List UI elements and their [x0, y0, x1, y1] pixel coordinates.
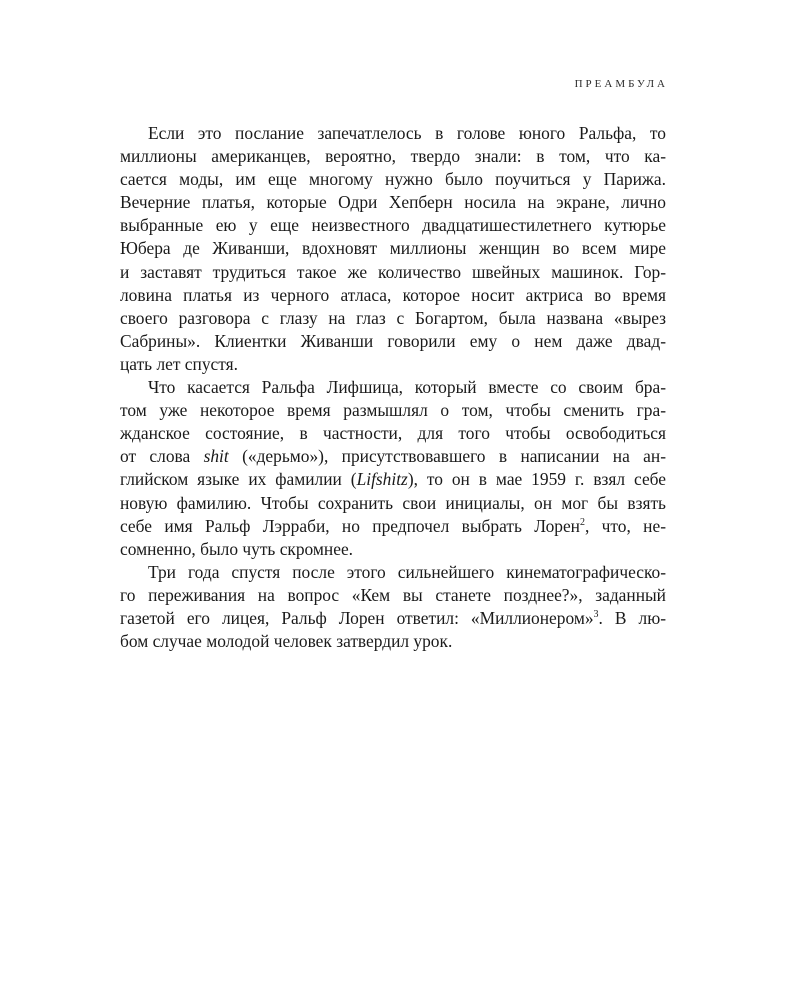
- footnote-ref[interactable]: 2: [580, 516, 585, 528]
- text-line: миллионы американцев, вероятно, твердо знали: в том, что ка-: [120, 146, 666, 167]
- text-segment: , что, не-: [585, 515, 666, 536]
- text-line: Три года спустя после этого сильнейшего кинематографическо-: [148, 561, 666, 582]
- text-line: [120, 468, 666, 491]
- text-line: новую фамилию. Чтобы сохранить свои инициалы, он мог бы взять: [120, 492, 666, 513]
- footnote-ref[interactable]: 3: [593, 609, 599, 621]
- text-line: том уже некоторое время размышлял о том, чтобы сменить гра-: [120, 400, 666, 421]
- text-line: своего разговора с глазу на глаз с Богартом, была названа «вырез: [120, 307, 666, 328]
- text-line: [120, 515, 666, 538]
- text-line: [120, 445, 666, 468]
- paragraph: [120, 561, 666, 653]
- text-line: го переживания на вопрос «Кем вы станете позднее?», заданный: [120, 584, 666, 605]
- text-line: Юбера де Живанши, вдохновят миллионы женщин во всем мире: [120, 238, 666, 259]
- text-segment: ), то он в мае 1959 г. взял себе: [407, 469, 666, 490]
- italic-word: shit: [203, 446, 229, 467]
- text-line: Вечерние платья, которые Одри Хепберн носила на экране, лично: [120, 192, 666, 213]
- text-segment: газетой его лицея, Ральф Лорен ответил: «Миллионером»: [120, 607, 594, 628]
- text-segment: от слова: [120, 446, 204, 467]
- text-line: сомненно, было чуть скромнее.: [120, 538, 354, 559]
- running-head: ПРЕАМБУЛА: [574, 78, 668, 90]
- text-line: ловина платья из черного атласа, которое носит актриса во время: [120, 284, 666, 305]
- text-line: Сабрины». Клиентки Живанши говорили ему о нем даже двад-: [120, 330, 666, 351]
- text-line: и заставят трудиться такое же количество швейных машинок. Гор-: [120, 261, 666, 282]
- text-segment: («дерьмо»), присутствовавшего в написании на ан-: [228, 446, 666, 467]
- text-segment: себе имя Ральф Лэрраби, но предпочел выбрать Лорен: [120, 515, 580, 536]
- body-text: [120, 122, 666, 653]
- text-line: цать лет спустя.: [120, 353, 238, 374]
- text-line: [120, 607, 666, 630]
- paragraph: [120, 122, 666, 376]
- text-line: Если это послание запечатлелось в голове юного Ральфа, то: [148, 123, 666, 143]
- text-line: жданское состояние, в частности, для того чтобы освободиться: [120, 423, 666, 444]
- text-line: выбранные ею у еще неизвестного двадцатишестилетнего кутюрье: [120, 215, 666, 236]
- text-line: сается моды, им еще многому нужно было поучиться у Парижа.: [120, 169, 666, 190]
- text-segment: глийском языке их фамилии (: [120, 469, 357, 490]
- text-segment: . В лю-: [598, 607, 666, 628]
- paragraph: [120, 376, 666, 561]
- text-line: бом случае молодой человек затвердил урок.: [120, 631, 453, 652]
- text-line: Что касается Ральфа Лифшица, который вместе со своим бра-: [148, 377, 666, 398]
- italic-word: Lifshitz: [356, 469, 408, 490]
